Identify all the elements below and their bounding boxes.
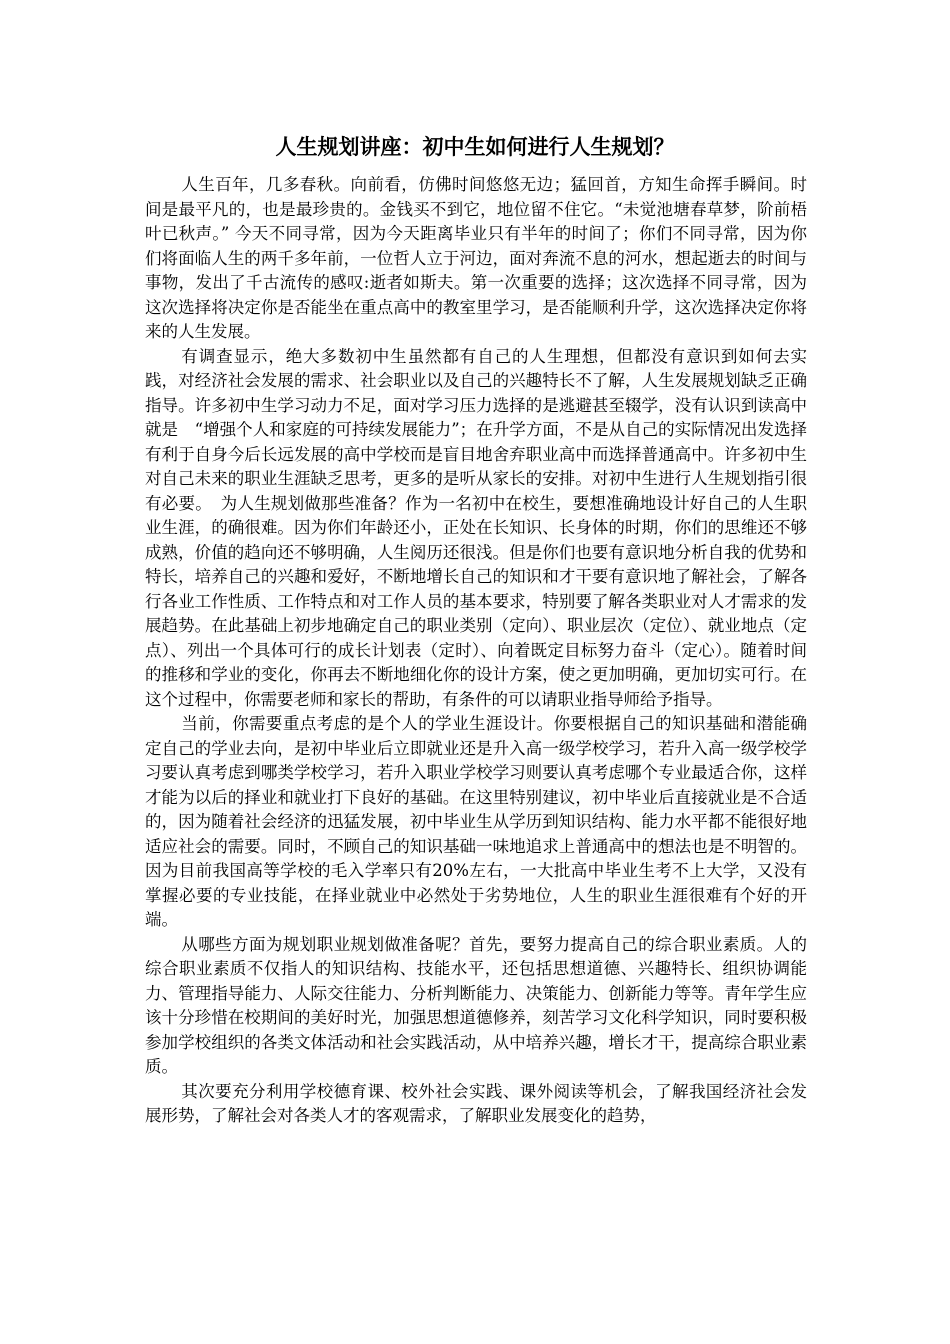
paragraph: 人生百年，几多春秋。向前看，仿佛时间悠悠无边；猛回首，方知生命挥手瞬间。时间是最平凡的，也是最珍贵的。金钱买不到它，地位留不住它。“未觉池塘春草梦，阶前梧叶已秋声。” 今天不同寻常，因为今天距离毕业只有半年的时间了；你们不同寻常，因为你们将面临人生的两千多年前，一位哲人立于河边，面对奔流不息的河水，想起逝去的时间与事物，发出了千古流传的感叹:逝者如斯夫。第一次重要的选择；这次选择不同寻常，因为这次选择将决定你是否能坐在重点高中的教室里学习，是否能顺利升学，这次选择决定你将来的人生发展。	[145, 175, 807, 341]
paragraph: 其次要充分利用学校德育课、校外社会实践、课外阅读等机会，了解我国经济社会发展形势，了解社会对各类人才的客观需求，了解职业发展变化的趋势，	[145, 1081, 807, 1125]
paragraph: 从哪些方面为规划职业规划做准备呢？首先，要努力提高自己的综合职业素质。人的综合职业素质不仅指人的知识结构、技能水平，还包括思想道德、兴趣特长、组织协调能力、管理指导能力、人际交往能力、分析判断能力、决策能力、创新能力等等。青年学生应该十分珍惜在校期间的美好时光，加强思想道德修养，刻苦学习文化科学知识，同时要积极参加学校组织的各类文体活动和社会实践活动，从中培养兴趣，增长才干，提高综合职业素质。	[145, 934, 807, 1076]
document-title: 人生规划讲座：初中生如何进行人生规划？	[275, 135, 675, 159]
paragraph: 当前，你需要重点考虑的是个人的学业生涯设计。你要根据自己的知识基础和潜能确定自己的学业去向，是初中毕业后立即就业还是升入高一级学校学习，若升入高一级学校学习要认真考虑到哪类学校学习，若升入职业学校学习则要认真考虑哪个专业最适合你，这样才能为以后的择业和就业打下良好的基础。在这里特别建议，初中毕业后直接就业是不合适的，因为随着社会经济的迅猛发展，初中毕业生从学历到知识结构、能力水平都不能很好地适应社会的需要。同时，不顾自己的知识基础一味地追求上普通高中的想法也是不明智的。因为目前我国高等学校的毛入学率只有20%左右，一大批高中毕业生考不上大学，又没有掌握必要的专业技能，在择业就业中必然处于劣势地位，人生的职业生涯很难有个好的开端。	[145, 714, 807, 929]
document-body	[145, 173, 807, 1129]
paragraph: 有调查显示，绝大多数初中生虽然都有自己的人生理想，但都没有意识到如何去实践，对经济社会发展的需求、社会职业以及自己的兴趣特长不了解，人生发展规划缺乏正确指导。许多初中生学习动力不足，面对学习压力选择的是逃避甚至辍学，没有认识到读高中就是 “增强个人和家庭的可持续发展能力”；在升学方面，不是从自己的实际情况出发选择有利于自身今后长远发展的高中学校而是盲目地舍弃职业高中而选择普通高中。许多初中生对自己未来的职业生涯缺乏思考，更多的是听从家长的安排。对初中生进行人生规划指引很有必要。 为人生规划做那些准备？作为一名初中在校生，要想准确地设计好自己的人生职业生涯，的确很难。因为你们年龄还小，正处在长知识、长身体的时期，你们的思维还不够成熟，价值的趋向还不够明确，人生阅历还很浅。但是你们也要有意识地分析自我的优势和特长，培养自己的兴趣和爱好，不断地增长自己的知识和才干要有意识地了解社会，了解各行各业工作性质、工作特点和对工作人员的基本要求，特别要了解各类职业对人才需求的发展趋势。在此基础上初步地确定自己的职业类别（定向）、职业层次（定位）、就业地点（定点）、列出一个具体可行的成长计划表（定时）、向着既定目标努力奋斗（定心）。随着时间的推移和学业的变化，你再去不断地细化你的设计方案，使之更加明确，更加切实可行。在这个过程中，你需要老师和家长的帮助，有条件的可以请职业指导师给予指导。	[145, 346, 807, 709]
